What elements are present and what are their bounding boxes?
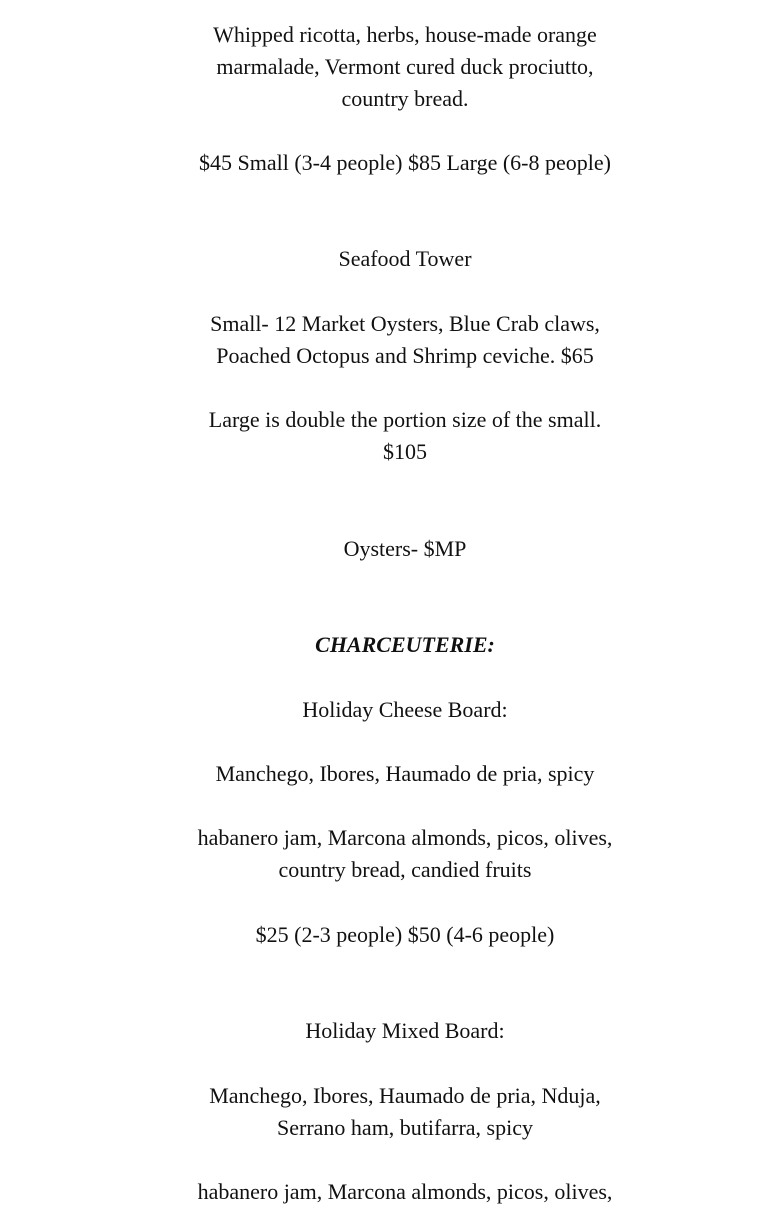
seafood-tower-title: Seafood Tower	[338, 246, 472, 271]
charcuterie-heading: CHARCEUTERIE:	[315, 632, 495, 657]
cheese-board-line: country bread, candied fruits	[278, 857, 532, 882]
seafood-tower-large-line: Large is double the portion size of the small.	[208, 407, 602, 432]
cheese-board-line: Manchego, Ibores, Haumado de pria, spicy	[215, 761, 595, 786]
seafood-tower-large-price: $105	[383, 439, 427, 464]
mixed-board-title: Holiday Mixed Board:	[305, 1018, 505, 1043]
seafood-tower-small-line: Poached Octopus and Shrimp ceviche. $65	[216, 343, 594, 368]
oysters-title: Oysters- $MP	[343, 536, 467, 561]
cheese-board-price: $25 (2-3 people) $50 (4-6 people)	[255, 922, 555, 947]
mixed-board-line: Manchego, Ibores, Haumado de pria, Nduja,	[209, 1083, 601, 1108]
mixed-board-line: habanero jam, Marcona almonds, picos, olives,	[197, 1179, 613, 1204]
seafood-tower-small-line: Small- 12 Market Oysters, Blue Crab claws,	[210, 311, 600, 336]
platter-description-line: Whipped ricotta, herbs, house-made orange	[213, 22, 597, 47]
mixed-board-line: Serrano ham, butifarra, spicy	[277, 1115, 533, 1140]
platter-description-line: marmalade, Vermont cured duck prociutto,	[216, 54, 594, 79]
cheese-board-title: Holiday Cheese Board:	[302, 697, 508, 722]
platter-description-line: country bread.	[341, 86, 469, 111]
platter-price: $45 Small (3-4 people) $85 Large (6-8 people)	[199, 150, 611, 175]
cheese-board-line: habanero jam, Marcona almonds, picos, olives,	[197, 825, 613, 850]
